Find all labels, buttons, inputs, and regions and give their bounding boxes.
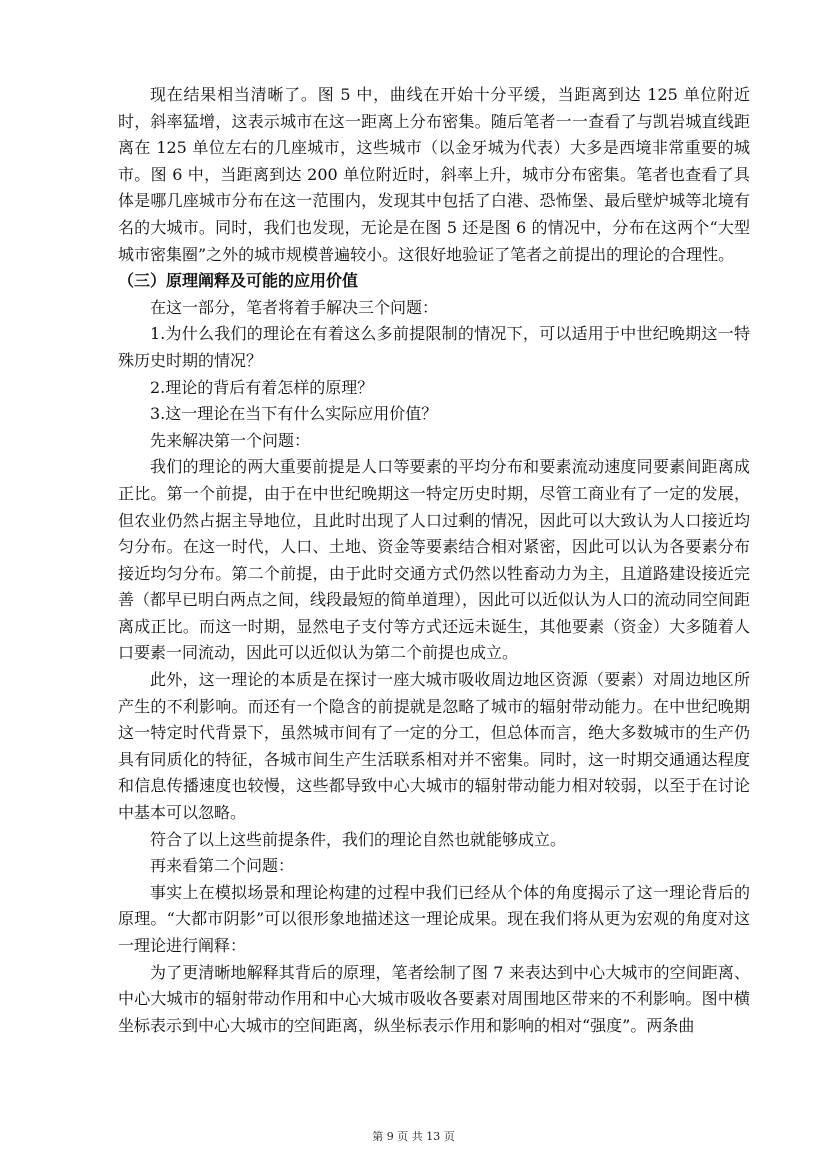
page-content bbox=[118, 82, 750, 1039]
paragraph-implicit-premise: 此外，这一理论的本质是在探讨一座大城市吸收周边地区资源（要素）对周边地区所产生的不利影响。而还有一个隐含的前提就是忽略了城市的辐射带动能力。在中世纪晚期这一特定时代背景下，虽然城市间有了一定的分工，但总体而言，绝大多数城市的生产仍具有同质化的特征，各城市间生产生活联系相对并不密集。同时，这一时期交通通达程度和信息传播速度也较慢，这些都导致中心大城市的辐射带动能力相对较弱，以至于在讨论中基本可以忽略。 bbox=[118, 670, 750, 823]
paragraph-intro: 在这一部分，笔者将着手解决三个问题： bbox=[150, 297, 439, 317]
paragraph-figure-7: 为了更清晰地解释其背后的原理，笔者绘制了图 7 来表达到中心大城市的空间距离、中心大城市的辐射带动作用和中心大城市吸收各要素对周围地区带来的不利影响。图中横坐标表示到中心大城市的空间距离，纵坐标表示作用和影响的相对“强度”。两条曲 bbox=[118, 962, 750, 1035]
question-2: 2.理论的背后有着怎样的原理？ bbox=[150, 377, 374, 397]
paragraph-results: 现在结果相当清晰了。图 5 中，曲线在开始十分平缓，当距离到达 125 单位附近时，斜率猛增，这表示城市在这一距离上分布密集。随后笔者一一查看了与凯岩城直线距离在 125 单位左右的几座城市，这些城市（以金牙城为代表）大多是西境非常重要的城市。图 6 中，当距离到达 200 单位附近时，斜率上升，城市分布密集。笔者也查看了具体是哪几座城市分布在这一范围内，发现其中包括了白港、恐怖堡、最后壁炉城等北境有名的大城市。同时，我们也发现，无论是在图 5 还是图 6 的情况中，分布在这两个“大型城市密集圈”之外的城市规模普遍较小。这很好地验证了笔者之前提出的理论的合理性。 bbox=[118, 85, 750, 264]
paragraph-first-question: 先来解决第一个问题： bbox=[150, 430, 311, 450]
paragraph-conclusion: 符合了以上这些前提条件，我们的理论自然也就能够成立。 bbox=[150, 829, 567, 849]
page-footer: 第 9 页 共 13 页 bbox=[372, 1130, 455, 1143]
paragraph-principle: 事实上在模拟场景和理论构建的过程中我们已经从个体的角度揭示了这一理论背后的原理。“大都市阴影”可以很形象地描述这一理论成果。现在我们将从更为宏观的角度对这一理论进行阐释： bbox=[118, 882, 750, 955]
section-heading: （三）原理阐释及可能的应用价值 bbox=[118, 271, 359, 291]
paragraph-premises: 我们的理论的两大重要前提是人口等要素的平均分布和要素流动速度同要素间距离成正比。第一个前提，由于在中世纪晚期这一特定历史时期，尽管工商业有了一定的发展，但农业仍然占据主导地位，且此时出现了人口过剩的情况，因此可以大致认为人口接近均匀分布。在这一时代，人口、土地、资金等要素结合相对紧密，因此可以认为各要素分布接近均匀分布。第二个前提，由于此时交通方式仍然以牲畜动力为主，且道路建设接近完善（都早已明白两点之间，线段最短的简单道理），因此可以近似认为人口的流动同空间距离成正比。而这一时期，显然电子支付等方式还远未诞生，其他要素（资金）大多随着人口要素一同流动，因此可以近似认为第二个前提也成立。 bbox=[118, 457, 751, 663]
question-1: 1.为什么我们的理论在有着这么多前提限制的情况下，可以适用于中世纪晚期这一特殊历史时期的情况？ bbox=[118, 324, 750, 370]
paragraph-second-question: 再来看第二个问题： bbox=[150, 856, 295, 876]
question-3: 3.这一理论在当下有什么实际应用价值？ bbox=[150, 404, 438, 424]
